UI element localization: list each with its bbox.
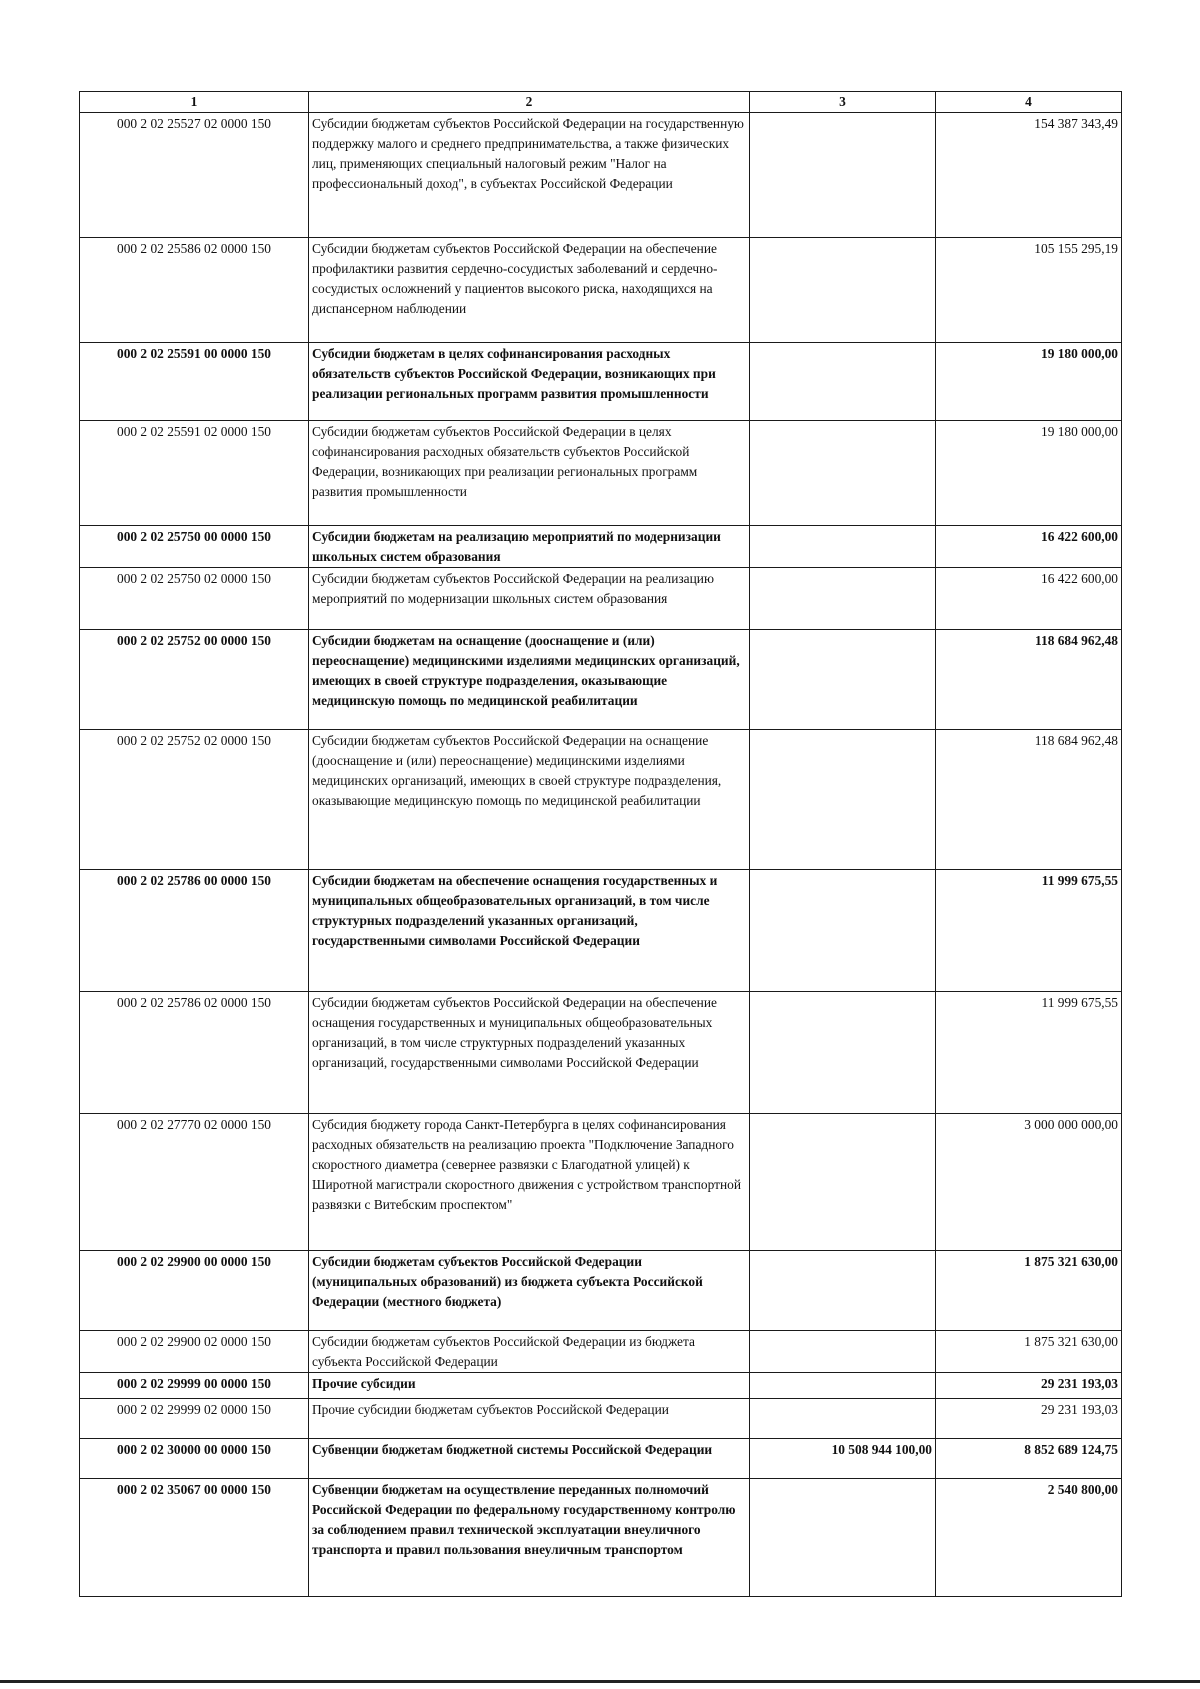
actual-amount-cell: 16 422 600,00 xyxy=(936,568,1122,630)
code-cell: 000 2 02 29900 00 0000 150 xyxy=(80,1251,309,1331)
budget-table xyxy=(79,91,1122,1597)
actual-amount-cell: 118 684 962,48 xyxy=(936,730,1122,870)
description-cell: Субсидии бюджетам субъектов Российской Федерации в целях софинансирования расходных обязательств субъектов Российской Федерации, возникающих при реализации региональных программ развития промышленности xyxy=(309,421,750,526)
code-cell: 000 2 02 29999 00 0000 150 xyxy=(80,1373,309,1399)
description-cell: Субсидии бюджетам на реализацию мероприятий по модернизации школьных систем образования xyxy=(309,526,750,568)
table-row xyxy=(80,113,1122,238)
page-bottom-rule xyxy=(0,1680,1200,1683)
plan-amount-cell xyxy=(750,526,936,568)
description-cell: Субсидии бюджетам на оснащение (дооснащение и (или) переоснащение) медицинскими изделиями медицинских организаций, имеющих в своей структуре подразделения, оказывающие медицинскую помощь по медицинской реабилитации xyxy=(309,630,750,730)
table-row xyxy=(80,1439,1122,1479)
code-cell: 000 2 02 30000 00 0000 150 xyxy=(80,1439,309,1479)
actual-amount-cell: 16 422 600,00 xyxy=(936,526,1122,568)
actual-amount-cell: 1 875 321 630,00 xyxy=(936,1331,1122,1373)
table-row xyxy=(80,526,1122,568)
table-row xyxy=(80,630,1122,730)
plan-amount-cell xyxy=(750,113,936,238)
code-cell: 000 2 02 25527 02 0000 150 xyxy=(80,113,309,238)
plan-amount-cell xyxy=(750,1251,936,1331)
table-row xyxy=(80,870,1122,992)
description-cell: Субсидии бюджетам субъектов Российской Федерации на обеспечение оснащения государственных и муниципальных общеобразовательных организаций, в том числе структурных подразделений указанных организаций, государственными символами Российской Федерации xyxy=(309,992,750,1114)
plan-amount-cell xyxy=(750,343,936,421)
plan-amount-cell xyxy=(750,421,936,526)
table-row xyxy=(80,1373,1122,1399)
actual-amount-cell: 2 540 800,00 xyxy=(936,1479,1122,1597)
actual-amount-cell: 105 155 295,19 xyxy=(936,238,1122,343)
actual-amount-cell: 118 684 962,48 xyxy=(936,630,1122,730)
actual-amount-cell: 3 000 000 000,00 xyxy=(936,1114,1122,1251)
plan-amount-cell xyxy=(750,992,936,1114)
code-cell: 000 2 02 25750 02 0000 150 xyxy=(80,568,309,630)
actual-amount-cell: 154 387 343,49 xyxy=(936,113,1122,238)
description-cell: Субсидии бюджетам субъектов Российской Федерации на реализацию мероприятий по модернизации школьных систем образования xyxy=(309,568,750,630)
table-row xyxy=(80,1399,1122,1439)
table-row xyxy=(80,730,1122,870)
header-col-3: 3 xyxy=(750,92,936,113)
code-cell: 000 2 02 29999 02 0000 150 xyxy=(80,1399,309,1439)
table-row xyxy=(80,1479,1122,1597)
code-cell: 000 2 02 25591 00 0000 150 xyxy=(80,343,309,421)
description-cell: Субсидия бюджету города Санкт-Петербурга в целях софинансирования расходных обязательств на реализацию проекта "Подключение Западного скоростного диаметра (севернее развязки с Благодатной улицей) к Широтной магистрали скоростного движения с устройством транспортной развязки с Витебским проспектом" xyxy=(309,1114,750,1251)
description-cell: Субсидии бюджетам субъектов Российской Федерации на государственную поддержку малого и среднего предпринимательства, а также физических лиц, применяющих специальный налоговый режим "Налог на профессиональный доход", в субъектах Российской Федерации xyxy=(309,113,750,238)
description-cell: Субсидии бюджетам субъектов Российской Федерации из бюджета субъекта Российской Федерации xyxy=(309,1331,750,1373)
code-cell: 000 2 02 25786 02 0000 150 xyxy=(80,992,309,1114)
description-cell: Субсидии бюджетам субъектов Российской Федерации на оснащение (дооснащение и (или) переоснащение) медицинскими изделиями медицинских организаций, имеющих в своей структуре подразделения, оказывающие медицинскую помощь по медицинской реабилитации xyxy=(309,730,750,870)
header-col-4: 4 xyxy=(936,92,1122,113)
actual-amount-cell: 19 180 000,00 xyxy=(936,343,1122,421)
plan-amount-cell xyxy=(750,1331,936,1373)
plan-amount-cell xyxy=(750,238,936,343)
plan-amount-cell xyxy=(750,1114,936,1251)
plan-amount-cell: 10 508 944 100,00 xyxy=(750,1439,936,1479)
table-row xyxy=(80,1114,1122,1251)
plan-amount-cell xyxy=(750,870,936,992)
description-cell: Субсидии бюджетам субъектов Российской Федерации (муниципальных образований) из бюджета субъекта Российской Федерации (местного бюджета) xyxy=(309,1251,750,1331)
plan-amount-cell xyxy=(750,730,936,870)
description-cell: Субвенции бюджетам на осуществление переданных полномочий Российской Федерации по федеральному государственному контролю за соблюдением правил технической эксплуатации внеуличного транспорта и правил пользования внеуличным транспортом xyxy=(309,1479,750,1597)
header-col-2: 2 xyxy=(309,92,750,113)
table-row xyxy=(80,421,1122,526)
plan-amount-cell xyxy=(750,1373,936,1399)
table-row xyxy=(80,992,1122,1114)
code-cell: 000 2 02 25750 00 0000 150 xyxy=(80,526,309,568)
code-cell: 000 2 02 25586 02 0000 150 xyxy=(80,238,309,343)
plan-amount-cell xyxy=(750,630,936,730)
code-cell: 000 2 02 25591 02 0000 150 xyxy=(80,421,309,526)
code-cell: 000 2 02 25752 00 0000 150 xyxy=(80,630,309,730)
description-cell: Субвенции бюджетам бюджетной системы Российской Федерации xyxy=(309,1439,750,1479)
actual-amount-cell: 29 231 193,03 xyxy=(936,1399,1122,1439)
plan-amount-cell xyxy=(750,568,936,630)
code-cell: 000 2 02 25752 02 0000 150 xyxy=(80,730,309,870)
actual-amount-cell: 19 180 000,00 xyxy=(936,421,1122,526)
description-cell: Прочие субсидии xyxy=(309,1373,750,1399)
header-col-1: 1 xyxy=(80,92,309,113)
plan-amount-cell xyxy=(750,1479,936,1597)
table-row xyxy=(80,568,1122,630)
table-row xyxy=(80,1331,1122,1373)
table-row xyxy=(80,343,1122,421)
actual-amount-cell: 11 999 675,55 xyxy=(936,870,1122,992)
description-cell: Прочие субсидии бюджетам субъектов Российской Федерации xyxy=(309,1399,750,1439)
description-cell: Субсидии бюджетам на обеспечение оснащения государственных и муниципальных общеобразовательных организаций, в том числе структурных подразделений указанных организаций, государственными символами Российской Федерации xyxy=(309,870,750,992)
code-cell: 000 2 02 29900 02 0000 150 xyxy=(80,1331,309,1373)
actual-amount-cell: 11 999 675,55 xyxy=(936,992,1122,1114)
description-cell: Субсидии бюджетам субъектов Российской Федерации на обеспечение профилактики развития сердечно-сосудистых заболеваний и сердечно-сосудистых осложнений у пациентов высокого риска, находящихся на диспансерном наблюдении xyxy=(309,238,750,343)
actual-amount-cell: 1 875 321 630,00 xyxy=(936,1251,1122,1331)
table-body xyxy=(80,113,1122,1597)
table-row xyxy=(80,1251,1122,1331)
header-row xyxy=(80,92,1122,113)
table-row xyxy=(80,238,1122,343)
code-cell: 000 2 02 25786 00 0000 150 xyxy=(80,870,309,992)
actual-amount-cell: 29 231 193,03 xyxy=(936,1373,1122,1399)
description-cell: Субсидии бюджетам в целях софинансирования расходных обязательств субъектов Российской Федерации, возникающих при реализации региональных программ развития промышленности xyxy=(309,343,750,421)
plan-amount-cell xyxy=(750,1399,936,1439)
code-cell: 000 2 02 27770 02 0000 150 xyxy=(80,1114,309,1251)
actual-amount-cell: 8 852 689 124,75 xyxy=(936,1439,1122,1479)
code-cell: 000 2 02 35067 00 0000 150 xyxy=(80,1479,309,1597)
